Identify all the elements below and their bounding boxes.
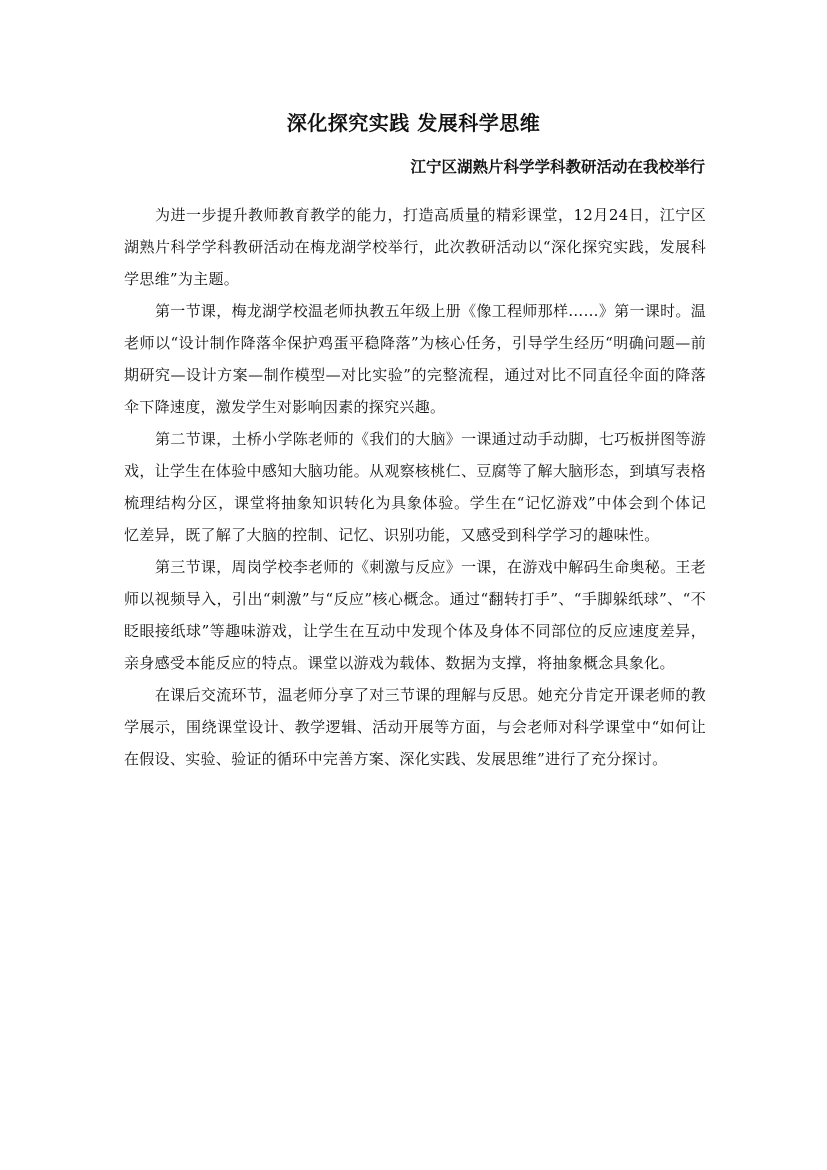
paragraph-lesson-three: 第三节课，周岗学校李老师的《刺激与反应》一课，在游戏中解码生命奥秘。王老师以视频导入，引出“刺激”与“反应”核心概念。通过“翻转打手”、“手脚躲纸球”、“不眨眼接纸球”等趣味游戏，让学生在互动中发现个体及身体不同部位的反应速度差异，亲身感受本能反应的特点。课堂以游戏为载体、数据为支撑，将抽象概念具象化。 — [124, 558, 706, 672]
paragraph-intro: 为进一步提升教师教育教学的能力，打造高质量的精彩课堂，12月24日，江宁区湖熟片科学学科教研活动在梅龙湖学校举行，此次教研活动以“深化探究实践，发展科学思维”为主题。 — [124, 206, 706, 288]
article-subtitle: 江宁区湖熟片科学学科教研活动在我校举行 — [410, 157, 705, 176]
article-body — [124, 199, 706, 775]
paragraph-lesson-one: 第一节课，梅龙湖学校温老师执教五年级上册《像工程师那样……》第一课时。温老师以“设计制作降落伞保护鸡蛋平稳降落”为核心任务，引导学生经历“明确问题—前期研究—设计方案—制作模型—对比实验”的完整流程，通过对比不同直径伞面的降落伞下降速度，激发学生对影响因素的探究兴趣。 — [124, 302, 706, 416]
article-title: 深化探究实践 发展科学思维 — [286, 111, 541, 135]
paragraph-discussion: 在课后交流环节，温老师分享了对三节课的理解与反思。她充分肯定开课老师的教学展示，围绕课堂设计、教学逻辑、活动开展等方面，与会老师对科学课堂中“如何让在假设、实验、验证的循环中完善方案、深化实践、发展思维”进行了充分探讨。 — [124, 686, 706, 768]
paragraph-lesson-two: 第二节课，土桥小学陈老师的《我们的大脑》一课通过动手动脚，七巧板拼图等游戏，让学生在体验中感知大脑功能。从观察核桃仁、豆腐等了解大脑形态，到填写表格梳理结构分区，课堂将抽象知识转化为具象体验。学生在“记忆游戏”中体会到个体记忆差异，既了解了大脑的控制、记忆、识别功能，又感受到科学学习的趣味性。 — [124, 430, 706, 544]
